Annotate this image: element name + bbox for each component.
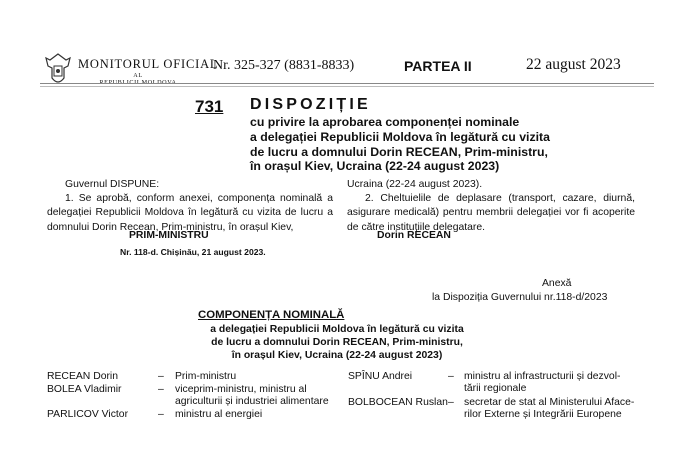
signature-name: Dorin RECEAN [377, 230, 451, 241]
member-name: SPÎNU Andrei [348, 371, 413, 382]
member-role-cont: rilor Externe și Integrării Europene [464, 409, 622, 420]
member-name: BOLBOCEAN Ruslan [348, 397, 448, 408]
member-name: BOLEA Vladimir [47, 384, 122, 395]
decree-number: Nr. 118-d. Chișinău, 21 august 2023. [120, 247, 266, 257]
annex-subtitle: a delegației Republicii Moldova în legătură cu vizita de lucru a domnului Dorin RECEAN, Prim-ministru, în orașul Kiev, Ucraina (22-24 august 2023) [210, 324, 464, 361]
annex-reference: la Dispoziția Guvernului nr.118-d/2023 [432, 292, 608, 303]
issue-number: Nr. 325-327 (8831-8833) [213, 58, 355, 73]
annex-label: Anexă [542, 278, 572, 289]
annex-title: COMPONENȚA NOMINALĂ [198, 309, 345, 321]
member-dash: – [158, 371, 164, 382]
body-left-column [47, 178, 333, 235]
paragraph-1-continued: Ucraina (22-24 august 2023). [347, 179, 483, 190]
body-right-column [347, 178, 635, 235]
signature-role: PRIM-MINISTRU [129, 230, 209, 241]
publication-name: MONITORUL OFICIAL [78, 57, 219, 71]
document-type: DISPOZIȚIE [250, 96, 371, 113]
intro-text: Guvernul DISPUNE: [65, 179, 160, 190]
part-label: PARTEA II [404, 58, 472, 74]
member-name: RECEAN Dorin [47, 371, 119, 382]
issue-date: 22 august 2023 [526, 56, 621, 73]
header-divider-thin [40, 86, 654, 87]
member-role: viceprim-ministru, ministru al [175, 384, 307, 395]
member-dash: – [448, 371, 454, 382]
member-role: ministru al energiei [175, 409, 263, 420]
member-name: PARLICOV Victor [47, 409, 129, 420]
document-number: 731 [195, 97, 224, 116]
header-divider [40, 83, 654, 84]
member-role-cont: tării regionale [464, 383, 527, 394]
member-role: Prim-ministru [175, 371, 237, 382]
publication-subtitle: AL [133, 72, 143, 79]
member-role: ministru al infrastructurii și dezvol- [464, 371, 621, 382]
document-title: cu privire la aprobarea componenței nominale a delegației Republicii Moldova în legătură cu vizita de lucru a domnului Dorin RECEAN, Prim-ministru, în orașul Kiev, Ucraina (22-24 august 2023) [250, 115, 550, 174]
paragraph-1: 1. Se aprobă, conform anexei, componența nominală a delegației Republicii Moldova în legătură cu vizita de lucru a domnului Dorin Recean, Prim-ministru, în orașul Kiev, [47, 193, 333, 233]
paragraph-2: 2. Cheltuielile de deplasare (transport, cazare, diurnă, asigurare medicală) pentru membrii delegației vor fi acoperite de către instituțiile delegatare. [347, 193, 635, 233]
member-role-cont: agriculturii și industriei alimentare [175, 396, 329, 407]
member-dash: – [158, 409, 164, 420]
member-role: secretar de stat al Ministerului Aface- [464, 397, 635, 408]
member-dash: – [158, 384, 164, 395]
member-dash: – [448, 397, 454, 408]
